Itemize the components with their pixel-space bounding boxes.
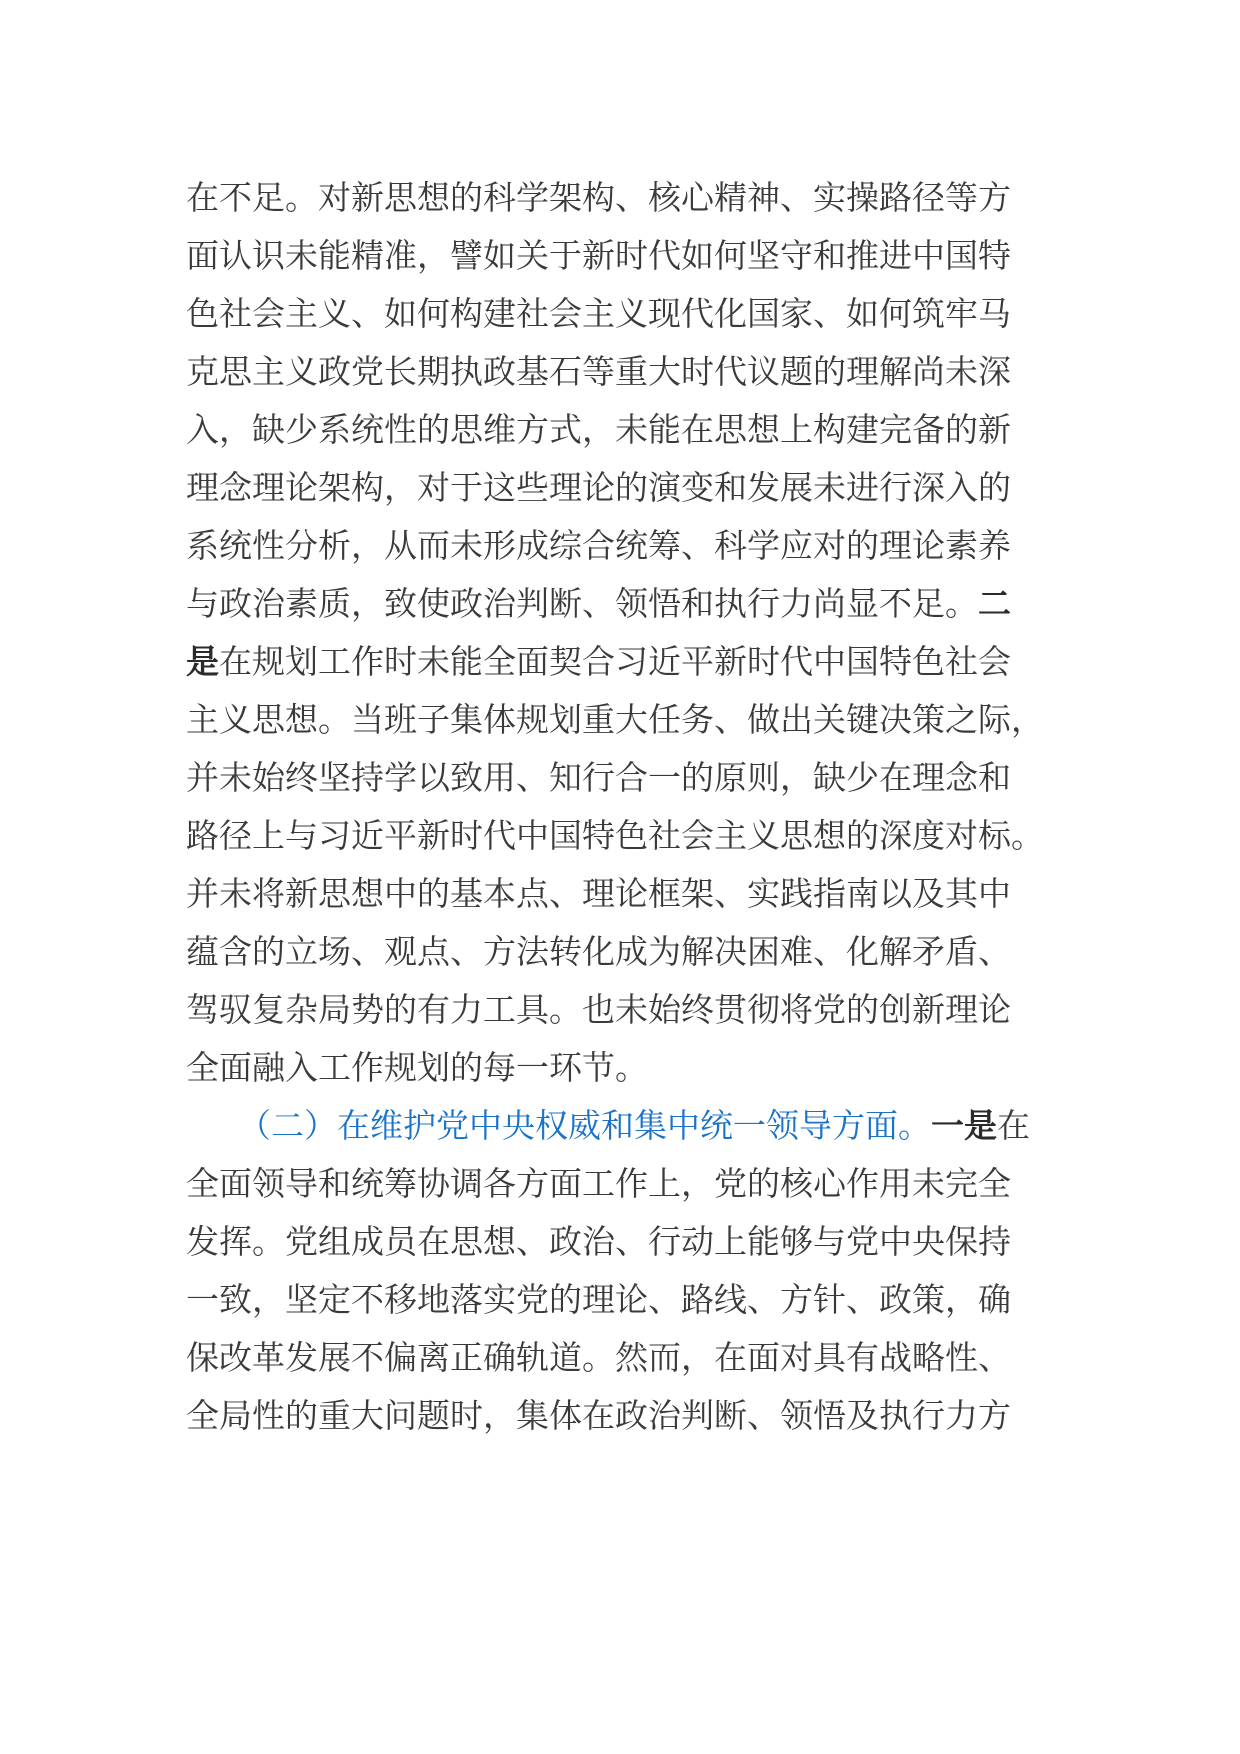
text-run: 主义思想。当班子集体规划重大任务、做出关键决策之际， (186, 700, 1044, 739)
text-run: 面认识未能精准，譬如关于新时代如何坚守和推进中国特 (186, 236, 1011, 275)
text-run: 并未将新思想中的基本点、理论框架、实践指南以及其中 (186, 874, 1011, 913)
emphasis-marker: 一是 (931, 1106, 997, 1145)
text-run: 一致，坚定不移地落实党的理论、路线、方针、政策，确 (186, 1280, 1011, 1319)
body-line (186, 688, 1044, 752)
text-run: 并未始终坚持学以致用、知行合一的原则，缺少在理念和 (186, 758, 1011, 797)
body-line (186, 1152, 1011, 1216)
body-line (186, 340, 1011, 404)
emphasis-marker: 二 (978, 584, 1011, 623)
text-run: 保改革发展不偏离正确轨道。然而，在面对具有战略性、 (186, 1338, 1011, 1377)
section-heading: （二）在维护党中央权威和集中统一领导方面。 (238, 1106, 931, 1145)
body-line (186, 630, 1011, 694)
body-line (186, 398, 1011, 462)
text-run: 全面融入工作规划的每一环节。 (186, 1048, 648, 1087)
text-run: 全局性的重大问题时，集体在政治判断、领悟及执行力方 (186, 1396, 1011, 1435)
body-line (186, 456, 1011, 520)
body-line (186, 862, 1011, 926)
body-line (186, 1326, 1011, 1390)
text-run: 在不足。对新思想的科学架构、核心精神、实操路径等方 (186, 178, 1011, 217)
emphasis-marker: 是 (186, 642, 219, 681)
text-run: 在规划工作时未能全面契合习近平新时代中国特色社会 (219, 642, 1011, 681)
text-run: 路径上与习近平新时代中国特色社会主义思想的深度对标。 (186, 816, 1044, 855)
body-line (186, 282, 1011, 346)
text-run: 色社会主义、如何构建社会主义现代化国家、如何筑牢马 (186, 294, 1011, 333)
text-run: 与政治素质，致使政治判断、领悟和执行力尚显不足。 (186, 584, 978, 623)
body-line (186, 166, 1011, 230)
body-line (186, 1210, 1011, 1274)
body-line (186, 1384, 1011, 1448)
body-line (186, 920, 1011, 984)
body-line (186, 572, 1011, 636)
text-run: 驾驭复杂局势的有力工具。也未始终贯彻将党的创新理论 (186, 990, 1011, 1029)
body-line (186, 804, 1044, 868)
body-line (186, 978, 1011, 1042)
body-line (186, 1268, 1011, 1332)
text-run: 在 (997, 1106, 1030, 1145)
body-line (186, 746, 1011, 810)
text-run: 蕴含的立场、观点、方法转化成为解决困难、化解矛盾、 (186, 932, 1011, 971)
text-run: 理念理论架构，对于这些理论的演变和发展未进行深入的 (186, 468, 1011, 507)
text-run: 发挥。党组成员在思想、政治、行动上能够与党中央保持 (186, 1222, 1011, 1261)
body-line (186, 1036, 648, 1100)
body-line (186, 224, 1011, 288)
body-line (186, 514, 1011, 578)
text-run: 入，缺少系统性的思维方式，未能在思想上构建完备的新 (186, 410, 1011, 449)
section-heading-line (238, 1094, 1030, 1158)
text-run: 克思主义政党长期执政基石等重大时代议题的理解尚未深 (186, 352, 1011, 391)
text-run: 系统性分析，从而未形成综合统筹、科学应对的理论素养 (186, 526, 1011, 565)
text-run: 全面领导和统筹协调各方面工作上，党的核心作用未完全 (186, 1164, 1011, 1203)
